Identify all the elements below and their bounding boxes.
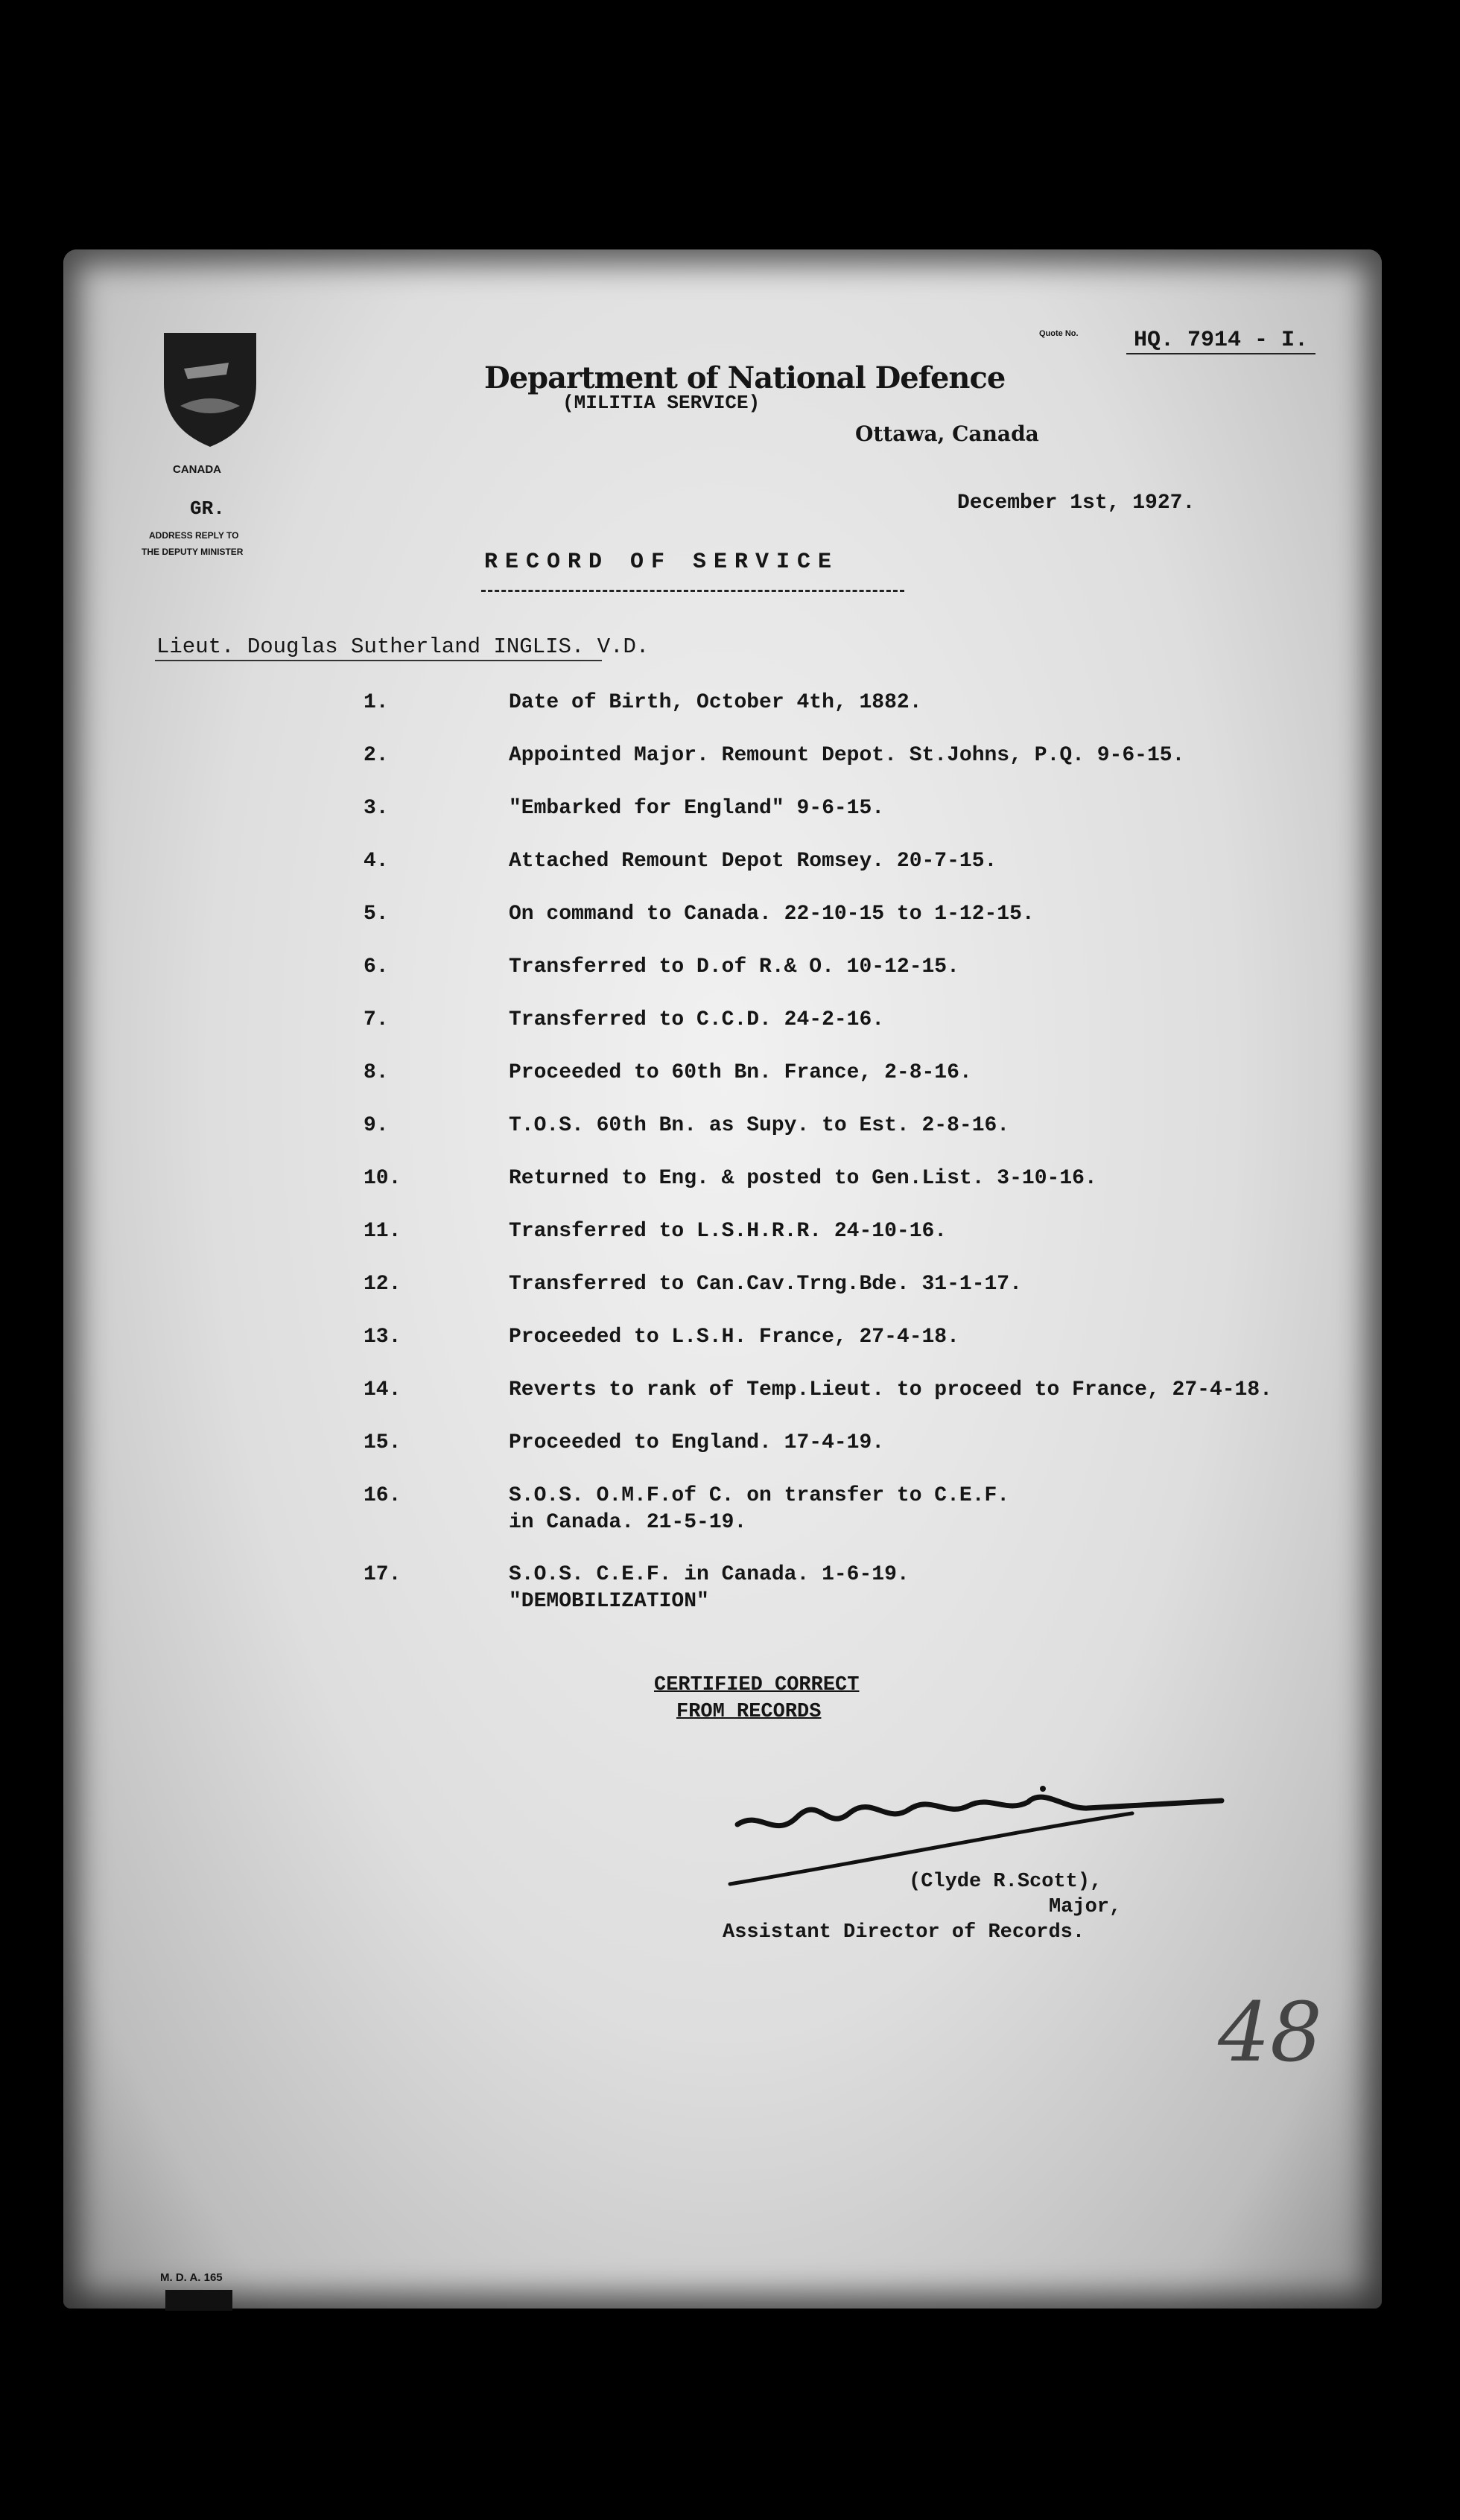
entry-number: 16.	[364, 1484, 402, 1507]
signatory-rank: Major,	[1049, 1896, 1122, 1918]
entry-text: Proceeded to 60th Bn. France, 2-8-16.	[509, 1061, 972, 1084]
officer-name-underline	[155, 660, 602, 661]
title-underline	[481, 590, 904, 592]
entry-number: 7.	[364, 1008, 389, 1031]
entry-text: S.O.S. C.E.F. in Canada. 1-6-19.	[509, 1563, 910, 1586]
entry-number: 4.	[364, 850, 389, 873]
entry-text: T.O.S. 60th Bn. as Supy. to Est. 2-8-16.	[509, 1114, 1010, 1137]
entry-number: 13.	[364, 1326, 402, 1349]
reference-code: GR.	[190, 497, 225, 520]
certification-line1: CERTIFIED CORRECT	[654, 1674, 860, 1696]
entry-number: 5.	[364, 903, 389, 926]
entry-text-continued: in Canada. 21-5-19.	[509, 1511, 747, 1534]
entry-number: 2.	[364, 744, 389, 767]
department-name: Department of National Defence	[484, 360, 1006, 395]
reply-instruction-line1: ADDRESS REPLY TO	[149, 530, 239, 541]
reply-instruction-line2: THE DEPUTY MINISTER	[142, 547, 244, 557]
form-stamp-box	[165, 2290, 232, 2311]
document-date: December 1st, 1927.	[957, 491, 1196, 515]
officer-name: Lieut. Douglas Sutherland INGLIS. V.D.	[156, 634, 650, 659]
entry-text: Returned to Eng. & posted to Gen.List. 3-10-16.	[509, 1167, 1097, 1190]
page-title: RECORD OF SERVICE	[484, 550, 840, 575]
entry-number: 12.	[364, 1273, 402, 1296]
entry-number: 1.	[364, 691, 389, 714]
entry-number: 8.	[364, 1061, 389, 1084]
entry-number: 14.	[364, 1378, 402, 1401]
entry-text: Proceeded to L.S.H. France, 27-4-18.	[509, 1326, 959, 1349]
signatory-name: (Clyde R.Scott),	[909, 1871, 1102, 1893]
entry-number: 6.	[364, 955, 389, 979]
entry-number: 15.	[364, 1431, 402, 1454]
entry-text: Transferred to Can.Cav.Trng.Bde. 31-1-17.	[509, 1273, 1022, 1296]
canada-crest-icon	[158, 324, 262, 451]
entry-text: S.O.S. O.M.F.of C. on transfer to C.E.F.	[509, 1484, 1010, 1507]
entry-text-continued: "DEMOBILIZATION"	[509, 1590, 709, 1613]
crest-label: CANADA	[173, 463, 221, 476]
entry-text: Transferred to L.S.H.R.R. 24-10-16.	[509, 1220, 948, 1243]
entry-text: Proceeded to England. 17-4-19.	[509, 1431, 885, 1454]
entry-number: 9.	[364, 1114, 389, 1137]
signatory-title: Assistant Director of Records.	[723, 1921, 1085, 1944]
service-name: (MILITIA SERVICE)	[562, 392, 761, 414]
certification-line2: FROM RECORDS	[676, 1701, 822, 1723]
form-code: M. D. A. 165	[160, 2271, 223, 2284]
entry-text: Appointed Major. Remount Depot. St.Johns, P.Q. 9-6-15.	[509, 744, 1185, 767]
entry-text: Date of Birth, October 4th, 1882.	[509, 691, 922, 714]
entry-number: 17.	[364, 1563, 402, 1586]
entry-text: Transferred to C.C.D. 24-2-16.	[509, 1008, 885, 1031]
entry-text: Reverts to rank of Temp.Lieut. to proceed to France, 27-4-18.	[509, 1378, 1272, 1401]
entry-text: Attached Remount Depot Romsey. 20-7-15.	[509, 850, 997, 873]
entry-text: On command to Canada. 22-10-15 to 1-12-15.	[509, 903, 1035, 926]
entry-number: 10.	[364, 1167, 402, 1190]
city-name: Ottawa, Canada	[855, 421, 1039, 446]
file-number-label: Quote No.	[1039, 329, 1079, 338]
entry-text: "Embarked for England" 9-6-15.	[509, 797, 885, 820]
entry-number: 3.	[364, 797, 389, 820]
handwritten-page-number: 48	[1218, 1985, 1322, 2080]
entry-text: Transferred to D.of R.& O. 10-12-15.	[509, 955, 959, 979]
entry-number: 11.	[364, 1220, 402, 1243]
file-number: HQ. 7914 - I.	[1126, 328, 1315, 354]
